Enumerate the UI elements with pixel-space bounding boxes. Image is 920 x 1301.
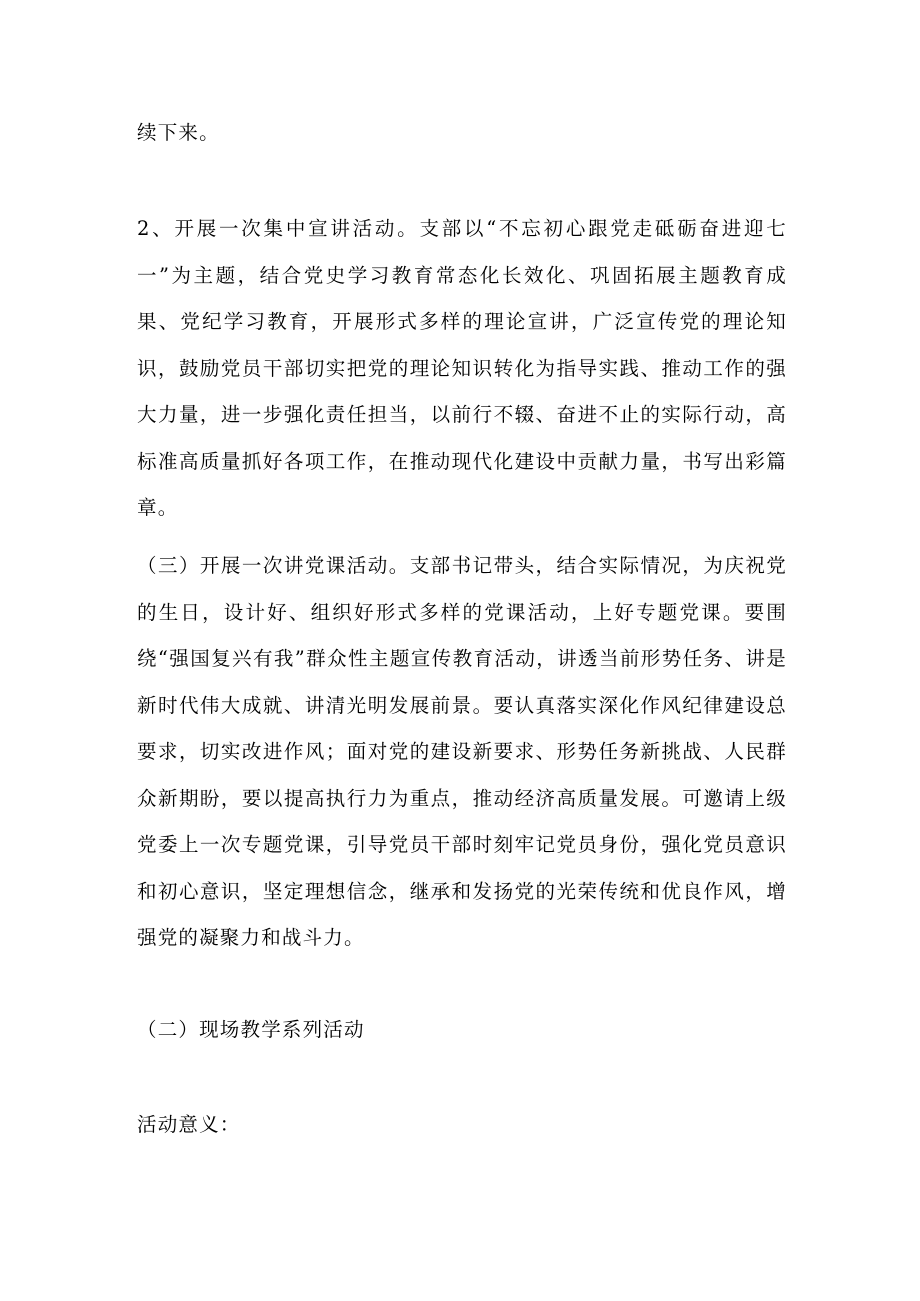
paragraph-centralized-lecture: 2、开展一次集中宣讲活动。支部以“不忘初心跟党走砥砺奋进迎七一”为主题，结合党史学习教育常态化长效化、巩固拓展主题教育成果、党纪学习教育，开展形式多样的理论宣讲，广泛宣传党的理论知识，鼓励党员干部切实把党的理论知识转化为指导实践、推动工作的强大力量，进一步强化责任担当，以前行不辍、奋进不止的实际行动，高标准高质量抓好各项工作，在推动现代化建设中贡献力量，书写出彩篇章。	[137, 217, 787, 519]
paragraph-continuation: 续下来。	[137, 121, 220, 144]
section-heading-onsite-teaching: （二）现场教学系列活动	[137, 1018, 365, 1041]
paragraph-party-lecture: （三）开展一次讲党课活动。支部书记带头，结合实际情况，为庆祝党的生日，设计好、组织好形式多样的党课活动，上好专题党课。要围绕“强国复兴有我”群众性主题宣传教育活动，讲透当前形势任务、讲是新时代伟大成就、讲清光明发展前景。要认真落实深化作风纪律建设总要求，切实改进作风；面对党的建设新要求、形势任务新挑战、人民群众新期盼，要以提高执行力为重点，推动经济高质量发展。可邀请上级党委上一次专题党课，引导党员干部时刻牢记党员身份，强化党员意识和初心意识，坚定理想信念，继承和发扬党的光荣传统和优良作风，增强党的凝聚力和战斗力。	[137, 554, 787, 949]
label-activity-significance: 活动意义：	[137, 1113, 241, 1136]
